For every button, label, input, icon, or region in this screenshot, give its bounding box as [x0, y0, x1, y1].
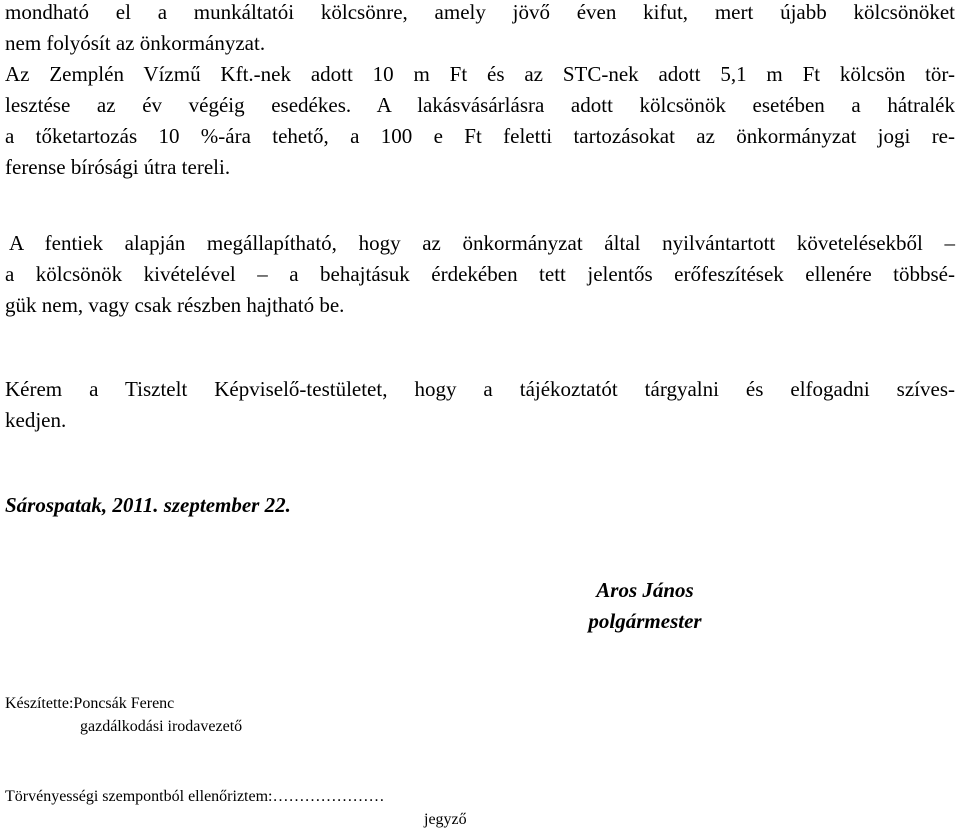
- signatory-title: polgármester: [588, 609, 702, 633]
- text-line: a tőketartozás 10 %-ára tehető, a 100 e Ft feletti tartozásokat az önkormányzat jogi re-: [5, 124, 955, 148]
- request-paragraph: [5, 374, 955, 436]
- text-line: mondható el a munkáltatói kölcsönre, amely jövő éven kifut, mert újabb kölcsönöket: [5, 0, 955, 24]
- signatory-name: Aros János: [596, 578, 694, 602]
- text-line: Az Zemplén Vízmű Kft.-nek adott 10 m Ft és az STC-nek adott 5,1 m Ft kölcsön tör-: [5, 62, 955, 86]
- text-line: lesztése az év végéig esedékes. A lakásvásárlásra adott kölcsönök esetében a hátralék: [5, 93, 955, 117]
- prepared-by-line: Készítette:Poncsák Ferenc: [5, 695, 175, 712]
- legal-check-line: Törvényességi szempontból ellenőriztem:…………………: [5, 788, 385, 805]
- text-line: gük nem, vagy csak részben hajtható be.: [5, 293, 345, 317]
- prepared-by-role: gazdálkodási irodavezető: [80, 718, 243, 735]
- text-line: ferense bírósági útra tereli.: [5, 155, 231, 179]
- text-line: A fentiek alapján megállapítható, hogy az önkormányzat által nyilvántartott követelésekből –: [9, 231, 955, 255]
- place-date: Sárospatak, 2011. szeptember 22.: [5, 493, 291, 517]
- signature-block: [485, 575, 805, 637]
- legal-check-role: jegyző: [424, 811, 467, 828]
- text-line: a kölcsönök kivételével – a behajtásuk érdekében tett jelentős erőfeszítések ellenére többsé-: [5, 262, 955, 286]
- text-line: kedjen.: [5, 408, 67, 432]
- text-line: nem folyósít az önkormányzat.: [5, 31, 266, 55]
- conclusion-paragraph: [5, 228, 955, 321]
- top-paragraph: [5, 0, 955, 183]
- text-line: Kérem a Tisztelt Képviselő-testületet, hogy a tájékoztatót tárgyalni és elfogadni szíves-: [5, 377, 955, 401]
